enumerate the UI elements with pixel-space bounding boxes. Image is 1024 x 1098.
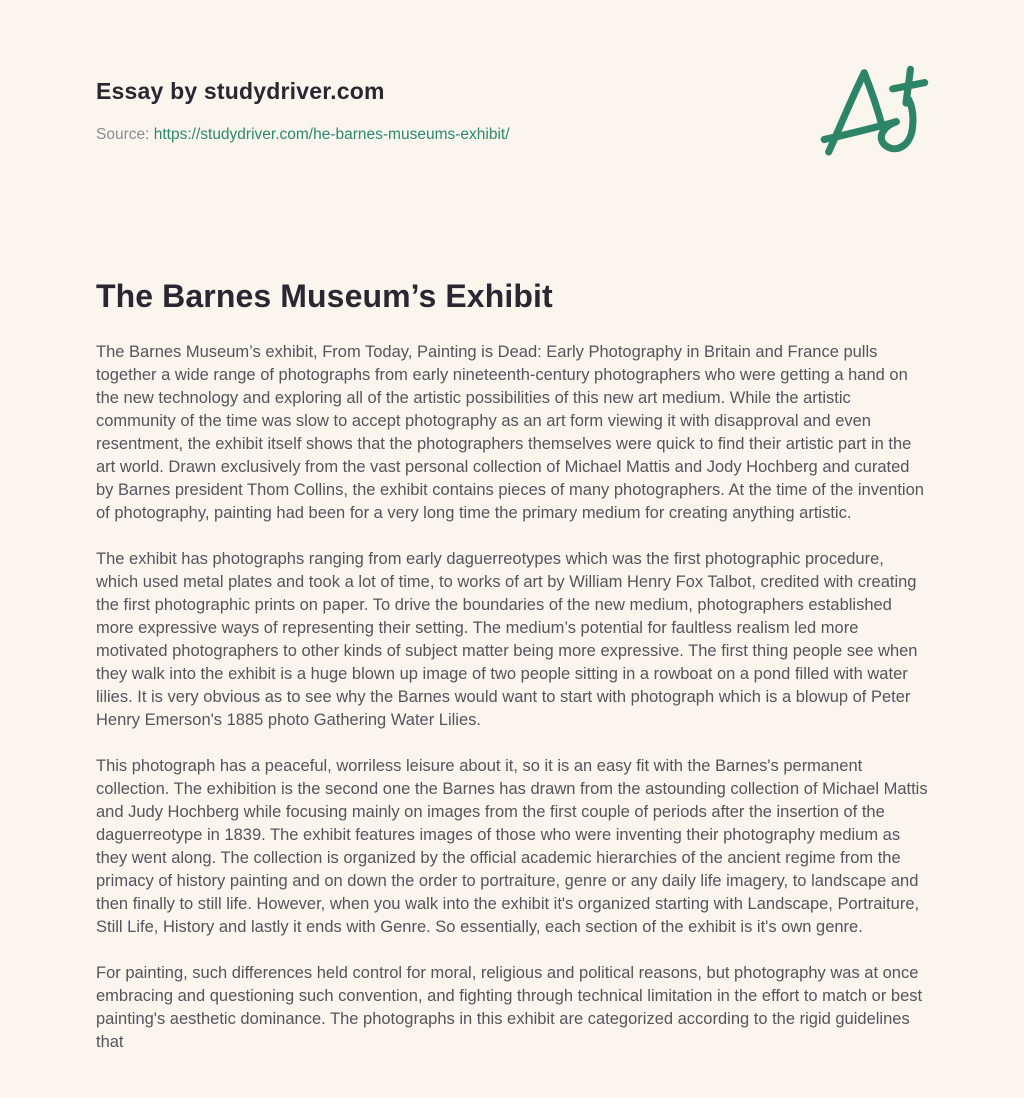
header-text-block [96, 78, 510, 144]
essay-paragraph-2: The exhibit has photographs ranging from early daguerreotypes which was the first photographic procedure, which used metal plates and took a lot of time, to works of art by William Henry Fox Talbot, credited with creating the first photographic prints on paper. To drive the boundaries of the new medium, photographers established more expressive ways of representing their setting. The medium’s potential for faultless realism led more motivated photographers to other kinds of subject matter being more expressive. The first thing people see when they walk into the exhibit is a huge blown up image of two people sitting in a rowboat on a pond filled with water lilies. It is very obvious as to see why the Barnes would want to start with photograph which is a blowup of Peter Henry Emerson's 1885 photo Gathering Water Lilies. [96, 550, 918, 729]
a-plus-logo-icon [818, 58, 930, 170]
site-byline: Essay by studydriver.com [96, 78, 385, 104]
essay-title: The Barnes Museum’s Exhibit [96, 278, 553, 314]
source-url-link[interactable]: https://studydriver.com/he-barnes-museums-exhibit/ [153, 126, 510, 143]
page-header [96, 78, 930, 170]
essay-body [96, 341, 930, 1054]
essay-paragraph-3: This photograph has a peaceful, worriless leisure about it, so it is an easy fit with the Barnes's permanent collection. The exhibition is the second one the Barnes has drawn from the astounding collection of Michael Mattis and Judy Hochberg while focusing mainly on images from the first couple of periods after the insertion of the daguerreotype in 1839. The exhibit features images of those who were inventing their photography medium as they went along. The collection is organized by the official academic hierarchies of the ancient regime from the primacy of history painting and on down the order to portraiture, genre or any daily life imagery, to landscape and then finally to still life. However, when you walk into the exhibit it's organized starting with Landscape, Portraiture, Still Life, History and lastly it ends with Genre. So essentially, each section of the exhibit is it's own genre. [96, 757, 928, 936]
essay-paragraph-4: For painting, such differences held control for moral, religious and political reasons, but photography was at once embracing and questioning such convention, and fighting through technical limitation in the effort to match or best painting's aesthetic dominance. The photographs in this exhibit are categorized according to the rigid guidelines that [96, 964, 923, 1051]
source-line [96, 126, 510, 144]
source-label: Source: [96, 126, 150, 143]
essay-paragraph-1: The Barnes Museum’s exhibit, From Today, Painting is Dead: Early Photography in Britain and France pulls together a wide range of photographs from early nineteenth-century photographers who were getting a hand on the new technology and exploring all of the artistic possibilities of this new art medium. While the artistic community of the time was slow to accept photography as an art form viewing it with disapproval and even resentment, the exhibit itself shows that the photographers themselves were quick to find their artistic part in the art world. Drawn exclusively from the vast personal collection of Michael Mattis and Jody Hochberg and curated by Barnes president Thom Collins, the exhibit contains pieces of many photographers. At the time of the invention of photography, painting had been for a very long time the primary medium for creating anything artistic. [96, 343, 924, 522]
